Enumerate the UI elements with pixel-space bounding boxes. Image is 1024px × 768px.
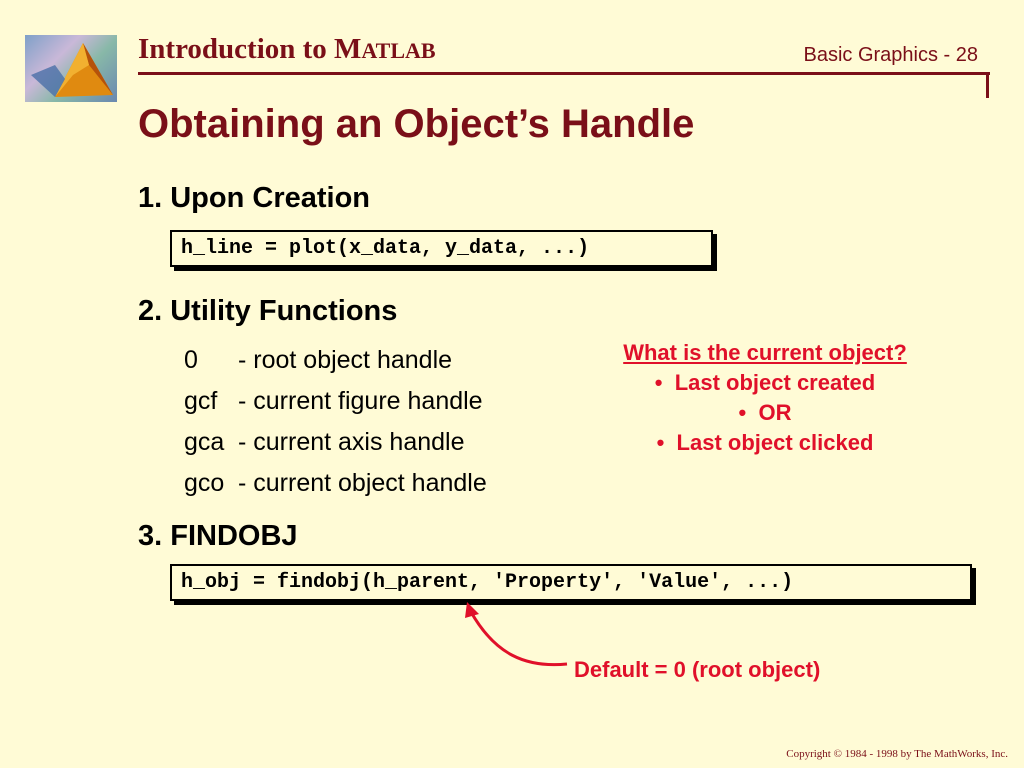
section-heading-upon-creation: 1. Upon Creation [138, 182, 371, 214]
matlab-logo-icon [25, 35, 117, 102]
header-rule-end [986, 72, 989, 98]
function-name: gcf [184, 387, 218, 415]
curved-arrow-icon [455, 598, 575, 678]
header-rule [138, 72, 990, 75]
note-item: • Last object created [654, 370, 876, 395]
section-heading-utility-functions: 2. Utility Functions [138, 295, 398, 327]
copyright-notice: Copyright © 1984 - 1998 by The MathWorks, Inc. [786, 748, 1008, 760]
note-item: • OR [738, 400, 792, 425]
code-box-findobj: h_obj = findobj(h_parent, 'Property', 'Value', ...) [170, 564, 972, 601]
utility-function-row [184, 387, 483, 416]
code-box-plot: h_line = plot(x_data, y_data, ...) [170, 230, 713, 267]
function-name: gco [184, 469, 225, 497]
note-question: What is the current object? [623, 340, 907, 365]
function-description: - current object handle [238, 469, 487, 497]
slide-title: Obtaining an Object’s Handle [138, 102, 695, 146]
function-description: - root object handle [238, 346, 453, 374]
default-callout: Default = 0 (root object) [574, 657, 821, 682]
utility-function-row [184, 469, 487, 498]
function-description: - current axis handle [238, 428, 465, 456]
function-description: - current figure handle [238, 387, 483, 415]
utility-function-row [184, 346, 452, 375]
slide-reference: Basic Graphics - 28 [803, 44, 978, 66]
note-item: • Last object clicked [656, 430, 874, 455]
course-title: Introduction to MATLAB [138, 33, 436, 65]
current-object-note [585, 340, 945, 456]
section-heading-findobj: 3. FINDOBJ [138, 520, 298, 552]
function-name: gca [184, 428, 225, 456]
function-name: 0 [184, 346, 198, 374]
utility-function-row [184, 428, 465, 457]
